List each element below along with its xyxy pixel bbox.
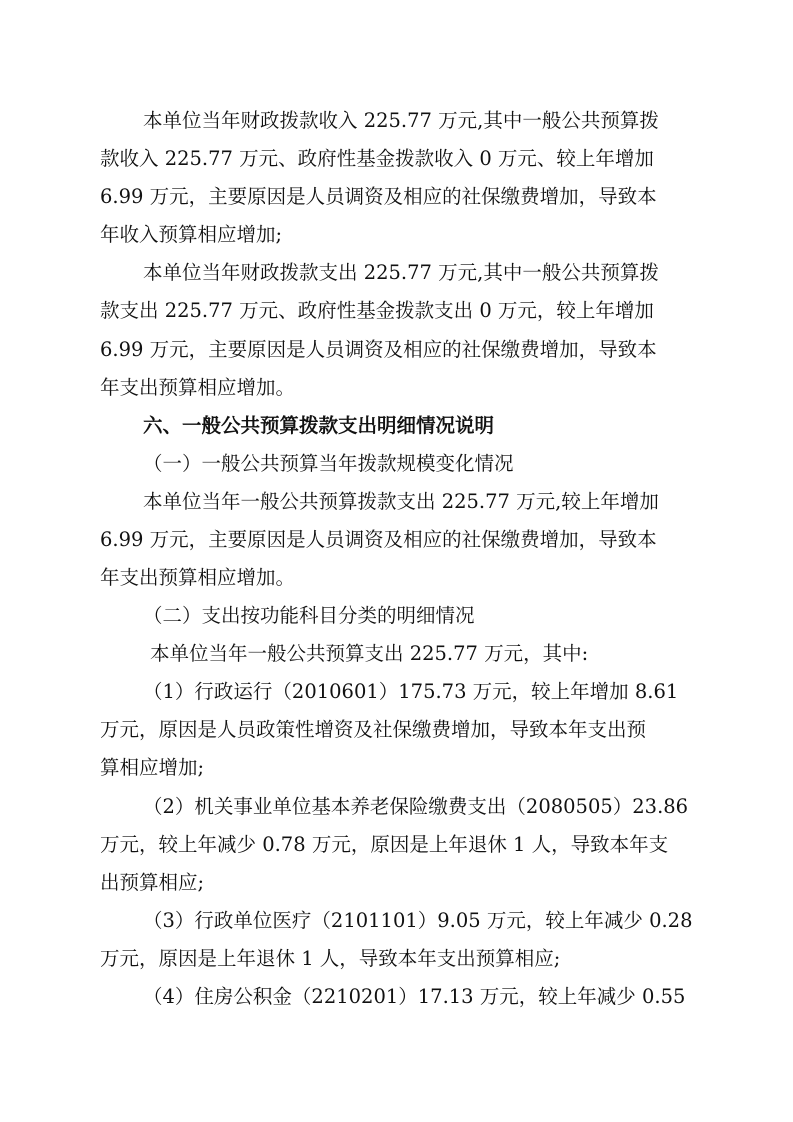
paragraph-line <box>0 256 793 290</box>
subsection-heading-text: （一）一般公共预算当年拨款规模变化情况 <box>143 452 514 475</box>
text-line: 万元，较上年减少 0.78 万元，原因是上年退休 1 人，导致本年支 <box>100 833 669 856</box>
section-heading-text: 六、一般公共预算拨款支出明细情况说明 <box>143 414 495 437</box>
subsection-heading <box>0 447 793 481</box>
list-item-line <box>0 751 793 785</box>
text-line: （2）机关事业单位基本养老保险缴费支出（2080505）23.86 <box>143 795 689 818</box>
list-item-line <box>0 828 793 862</box>
text-line: 6.99 万元，主要原因是人员调资及相应的社保缴费增加，导致本 <box>100 528 657 551</box>
list-item-line <box>0 713 793 747</box>
list-item-line <box>0 904 793 938</box>
paragraph-line <box>0 485 793 519</box>
text-line: （3）行政单位医疗（2101101）9.05 万元，较上年减少 0.28 <box>143 909 693 932</box>
list-item-line <box>0 790 793 824</box>
text-line: （4）住房公积金（2210201）17.13 万元，较上年减少 0.55 <box>143 985 686 1008</box>
text-line: 算相应增加; <box>100 756 205 779</box>
paragraph-line <box>0 523 793 557</box>
text-line: 款支出 225.77 万元、政府性基金拨款支出 0 万元，较上年增加 <box>100 299 654 322</box>
paragraph-line <box>0 180 793 214</box>
text-line: 万元，原因是上年退休 1 人，导致本年支出预算相应; <box>100 947 561 970</box>
paragraph-line <box>0 294 793 328</box>
paragraph-line <box>0 371 793 405</box>
text-line: 出预算相应; <box>100 871 205 894</box>
paragraph-line <box>0 104 793 138</box>
text-line: 款收入 225.77 万元、政府性基金拨款收入 0 万元、较上年增加 <box>100 147 654 170</box>
text-line: 本单位当年一般公共预算支出 225.77 万元，其中: <box>150 642 589 665</box>
text-line: 万元，原因是人员政策性增资及社保缴费增加，导致本年支出预 <box>100 718 647 741</box>
list-item-line <box>0 942 793 976</box>
text-line: 年支出预算相应增加。 <box>100 376 296 399</box>
text-line: （1）行政运行（2010601）175.73 万元，较上年增加 8.61 <box>143 680 679 703</box>
list-item-line <box>0 675 793 709</box>
paragraph-line <box>0 561 793 595</box>
section-heading <box>0 409 793 443</box>
text-line: 本单位当年一般公共预算拨款支出 225.77 万元,较上年增加 <box>143 490 659 513</box>
text-line: 本单位当年财政拨款收入 225.77 万元,其中一般公共预算拨 <box>143 109 659 132</box>
text-line: 6.99 万元，主要原因是人员调资及相应的社保缴费增加，导致本 <box>100 185 657 208</box>
text-line: 本单位当年财政拨款支出 225.77 万元,其中一般公共预算拨 <box>143 261 659 284</box>
paragraph-line <box>0 637 793 671</box>
paragraph-line <box>0 142 793 176</box>
list-item-line <box>0 980 793 1014</box>
text-line: 年收入预算相应增加; <box>100 223 283 246</box>
subsection-heading <box>0 599 793 633</box>
list-item-line <box>0 866 793 900</box>
subsection-heading-text: （二）支出按功能科目分类的明细情况 <box>143 604 475 627</box>
paragraph-line <box>0 333 793 367</box>
paragraph-line <box>0 218 793 252</box>
text-line: 年支出预算相应增加。 <box>100 566 296 589</box>
text-line: 6.99 万元，主要原因是人员调资及相应的社保缴费增加，导致本 <box>100 338 657 361</box>
